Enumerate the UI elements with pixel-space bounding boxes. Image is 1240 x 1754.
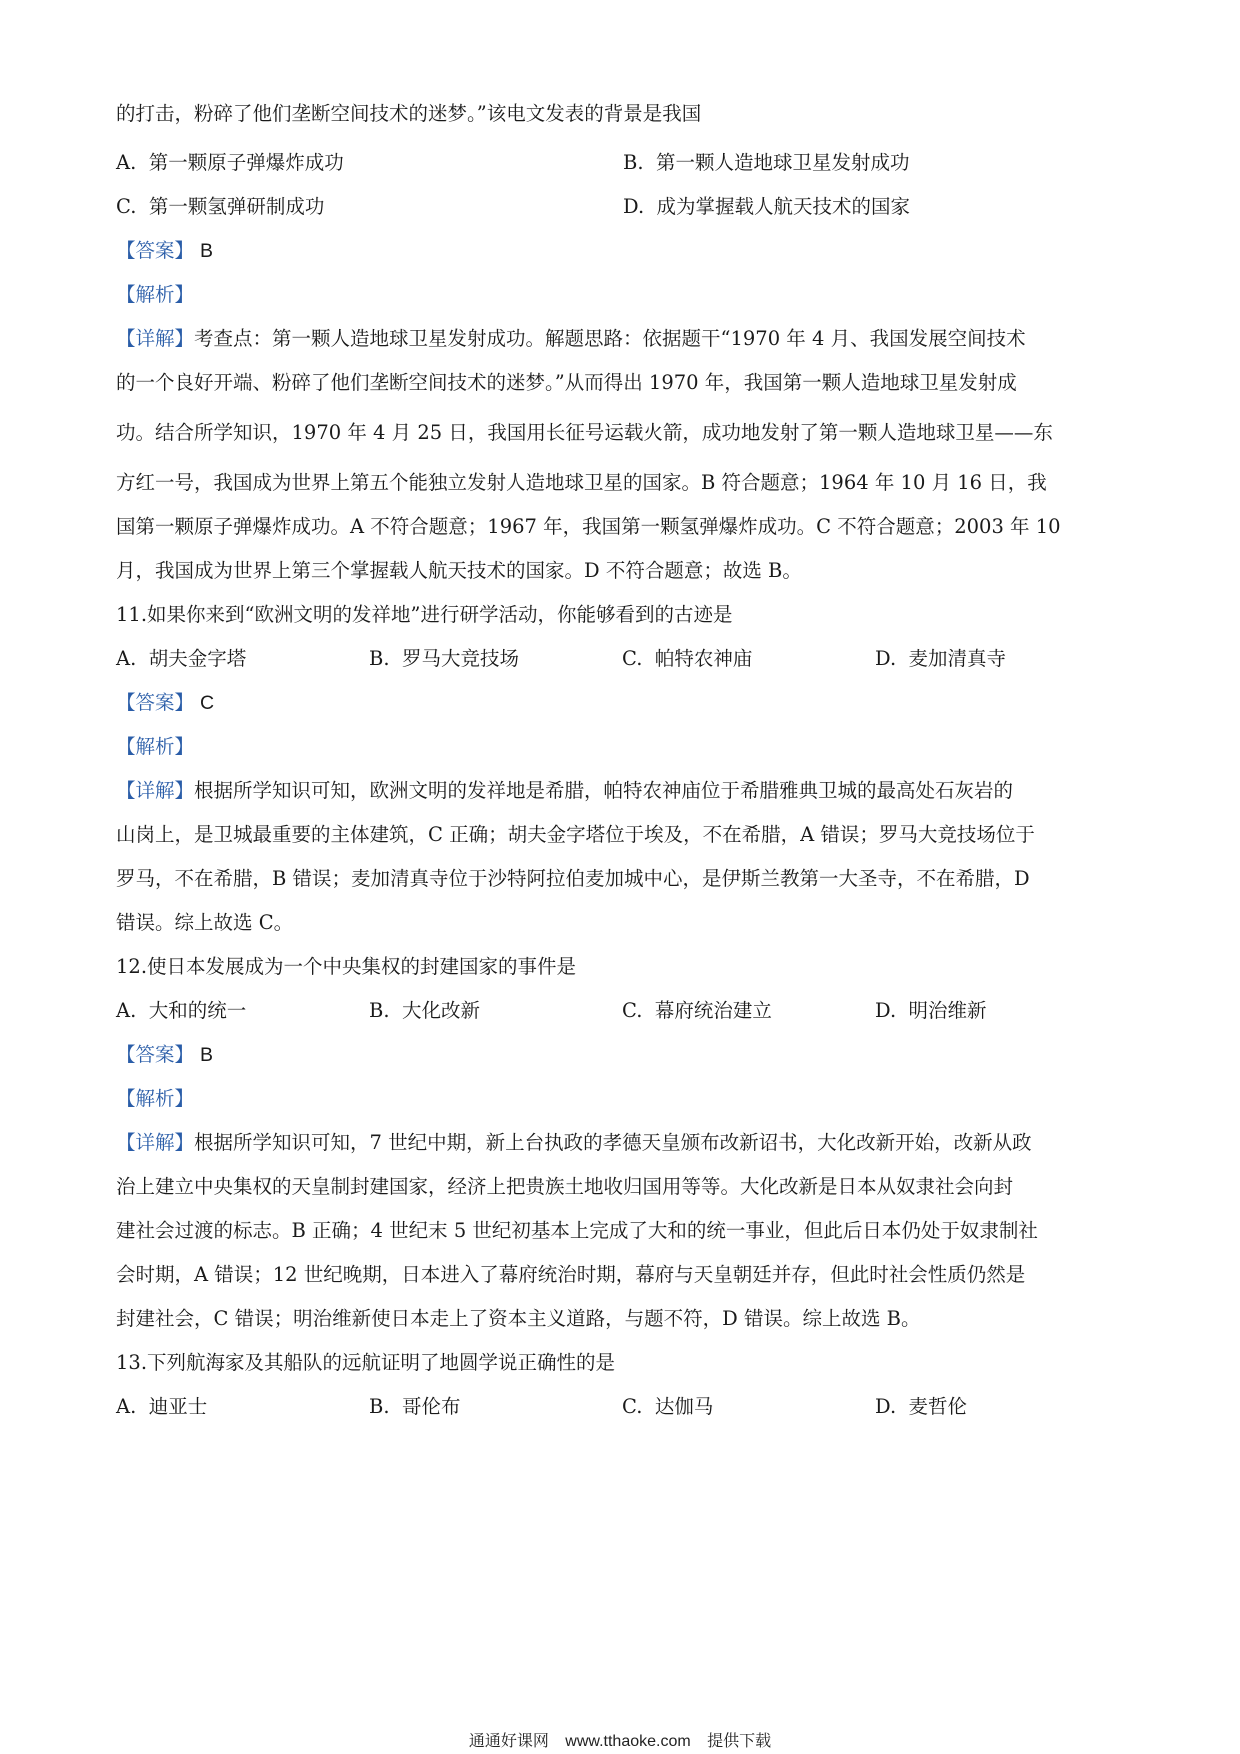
q12-detail-line: 建社会过渡的标志。B 正确；4 世纪末 5 世纪初基本上完成了大和的统一事业，但此后日本仍处于奴隶制社 <box>116 1219 1038 1242</box>
q10-detail-line: 国第一颗原子弹爆炸成功。A 不符合题意；1967 年，我国第一颗氢弹爆炸成功。C 不符合题意；2003 年 10 <box>116 515 1061 538</box>
q12-option-b: B. 大化改新 <box>369 999 480 1022</box>
footer-url[interactable]: www.tthaoke.com <box>565 1733 691 1750</box>
q10-option-c: C. 第一颗氢弹研制成功 <box>116 195 325 218</box>
answer-tag: 【答案】 <box>116 1043 195 1066</box>
q10-detail-line: 的一个良好开端、粉碎了他们垄断空间技术的迷梦。”从而得出 1970 年，我国第一颗人造地球卫星发射成 <box>116 371 1017 394</box>
q11-detail-line: 山岗上，是卫城最重要的主体建筑，C 正确；胡夫金字塔位于埃及，不在希腊，A 错误；罗马大竞技场位于 <box>116 823 1035 846</box>
q12-detail-line: 治上建立中央集权的天皇制封建国家，经济上把贵族土地收归国用等等。大化改新是日本从奴隶社会向封 <box>116 1175 1014 1198</box>
q10-option-a: A. 第一颗原子弹爆炸成功 <box>116 151 344 174</box>
q11-option-d: D. 麦加清真寺 <box>875 647 1007 670</box>
q12-detail-line: 封建社会，C 错误；明治维新使日本走上了资本主义道路，与题不符，D 错误。综上故选 B。 <box>116 1307 921 1330</box>
q11-detail-line: 【详解】根据所学知识可知，欧洲文明的发祥地是希腊，帕特农神庙位于希腊雅典卫城的最高处石灰岩的 <box>116 779 1014 802</box>
q12-detail <box>116 1129 1130 1333</box>
answer-value: C <box>200 692 215 714</box>
q12-detail-line: 会时期，A 错误；12 世纪晚期，日本进入了幕府统治时期，幕府与天皇朝廷并存，但此时社会性质仍然是 <box>116 1263 1026 1286</box>
q12-detail-line: 【详解】根据所学知识可知，7 世纪中期，新上台执政的孝德天皇颁布改新诏书，大化改新开始，改新从政 <box>116 1131 1032 1154</box>
answer-value: B <box>200 1044 214 1066</box>
q12-option-c: C. 幕府统治建立 <box>622 999 772 1022</box>
detail-tag: 【详解】 <box>116 327 195 350</box>
q10-answer <box>116 237 1130 265</box>
q10-detail-line: 功。结合所学知识，1970 年 4 月 25 日，我国用长征号运载火箭，成功地发射了第一颗人造地球卫星——东 <box>116 421 1053 444</box>
q12-stem: 12.使日本发展成为一个中央集权的封建国家的事件是 <box>116 955 577 978</box>
q11-detail-line: 错误。综上故选 C。 <box>116 911 294 934</box>
q11-stem: 11.如果你来到“欧洲文明的发祥地”进行研学活动，你能够看到的古迹是 <box>116 603 733 626</box>
q13-option-b: B. 哥伦布 <box>369 1395 461 1418</box>
footer-action: 提供下载 <box>707 1733 772 1750</box>
q12-option-a: A. 大和的统一 <box>116 999 247 1022</box>
q10-options-row-2 <box>116 193 1130 221</box>
q13-option-c: C. 达伽马 <box>622 1395 714 1418</box>
q10-detail-line: 方红一号，我国成为世界上第五个能独立发射人造地球卫星的国家。B 符合题意；1964 年 10 月 16 日，我 <box>116 471 1047 494</box>
q12-option-d: D. 明治维新 <box>875 999 987 1022</box>
detail-tag: 【详解】 <box>116 779 195 802</box>
q13-options <box>116 1393 1130 1421</box>
q11-detail <box>116 777 1130 937</box>
q10-options-row-1 <box>116 149 1130 177</box>
q11-analysis-heading: 【解析】 <box>116 735 195 758</box>
document-page <box>116 100 1130 1421</box>
answer-value: B <box>200 240 214 262</box>
q10-stem-tail: 的打击，粉碎了他们垄断空间技术的迷梦。”该电文发表的背景是我国 <box>116 102 702 125</box>
detail-tag: 【详解】 <box>116 1131 195 1154</box>
page-footer <box>0 1728 1240 1751</box>
q13-option-a: A. 迪亚士 <box>116 1395 208 1418</box>
q12-analysis-heading: 【解析】 <box>116 1087 195 1110</box>
q12-options <box>116 997 1130 1025</box>
q10-detail <box>116 325 1130 585</box>
answer-tag: 【答案】 <box>116 691 195 714</box>
q11-option-a: A. 胡夫金字塔 <box>116 647 247 670</box>
q10-option-b: B. 第一颗人造地球卫星发射成功 <box>623 151 910 174</box>
q10-detail-line: 月，我国成为世界上第三个掌握载人航天技术的国家。D 不符合题意；故选 B。 <box>116 559 802 582</box>
q12-answer <box>116 1041 1130 1069</box>
q11-options <box>116 645 1130 673</box>
q10-detail-line: 【详解】考查点：第一颗人造地球卫星发射成功。解题思路：依据题干“1970 年 4 月、我国发展空间技术 <box>116 327 1026 350</box>
q13-stem: 13.下列航海家及其船队的远航证明了地圆学说正确性的是 <box>116 1351 616 1374</box>
q11-answer <box>116 689 1130 717</box>
q11-option-b: B. 罗马大竞技场 <box>369 647 519 670</box>
q10-analysis-heading: 【解析】 <box>116 283 195 306</box>
footer-site-name: 通通好课网 <box>468 1733 549 1750</box>
q13-option-d: D. 麦哲伦 <box>875 1395 968 1418</box>
q10-option-d: D. 成为掌握载人航天技术的国家 <box>623 195 911 218</box>
answer-tag: 【答案】 <box>116 239 195 262</box>
q11-detail-line: 罗马，不在希腊，B 错误；麦加清真寺位于沙特阿拉伯麦加城中心，是伊斯兰教第一大圣寺，不在希腊，D <box>116 867 1030 890</box>
q11-option-c: C. 帕特农神庙 <box>622 647 753 670</box>
